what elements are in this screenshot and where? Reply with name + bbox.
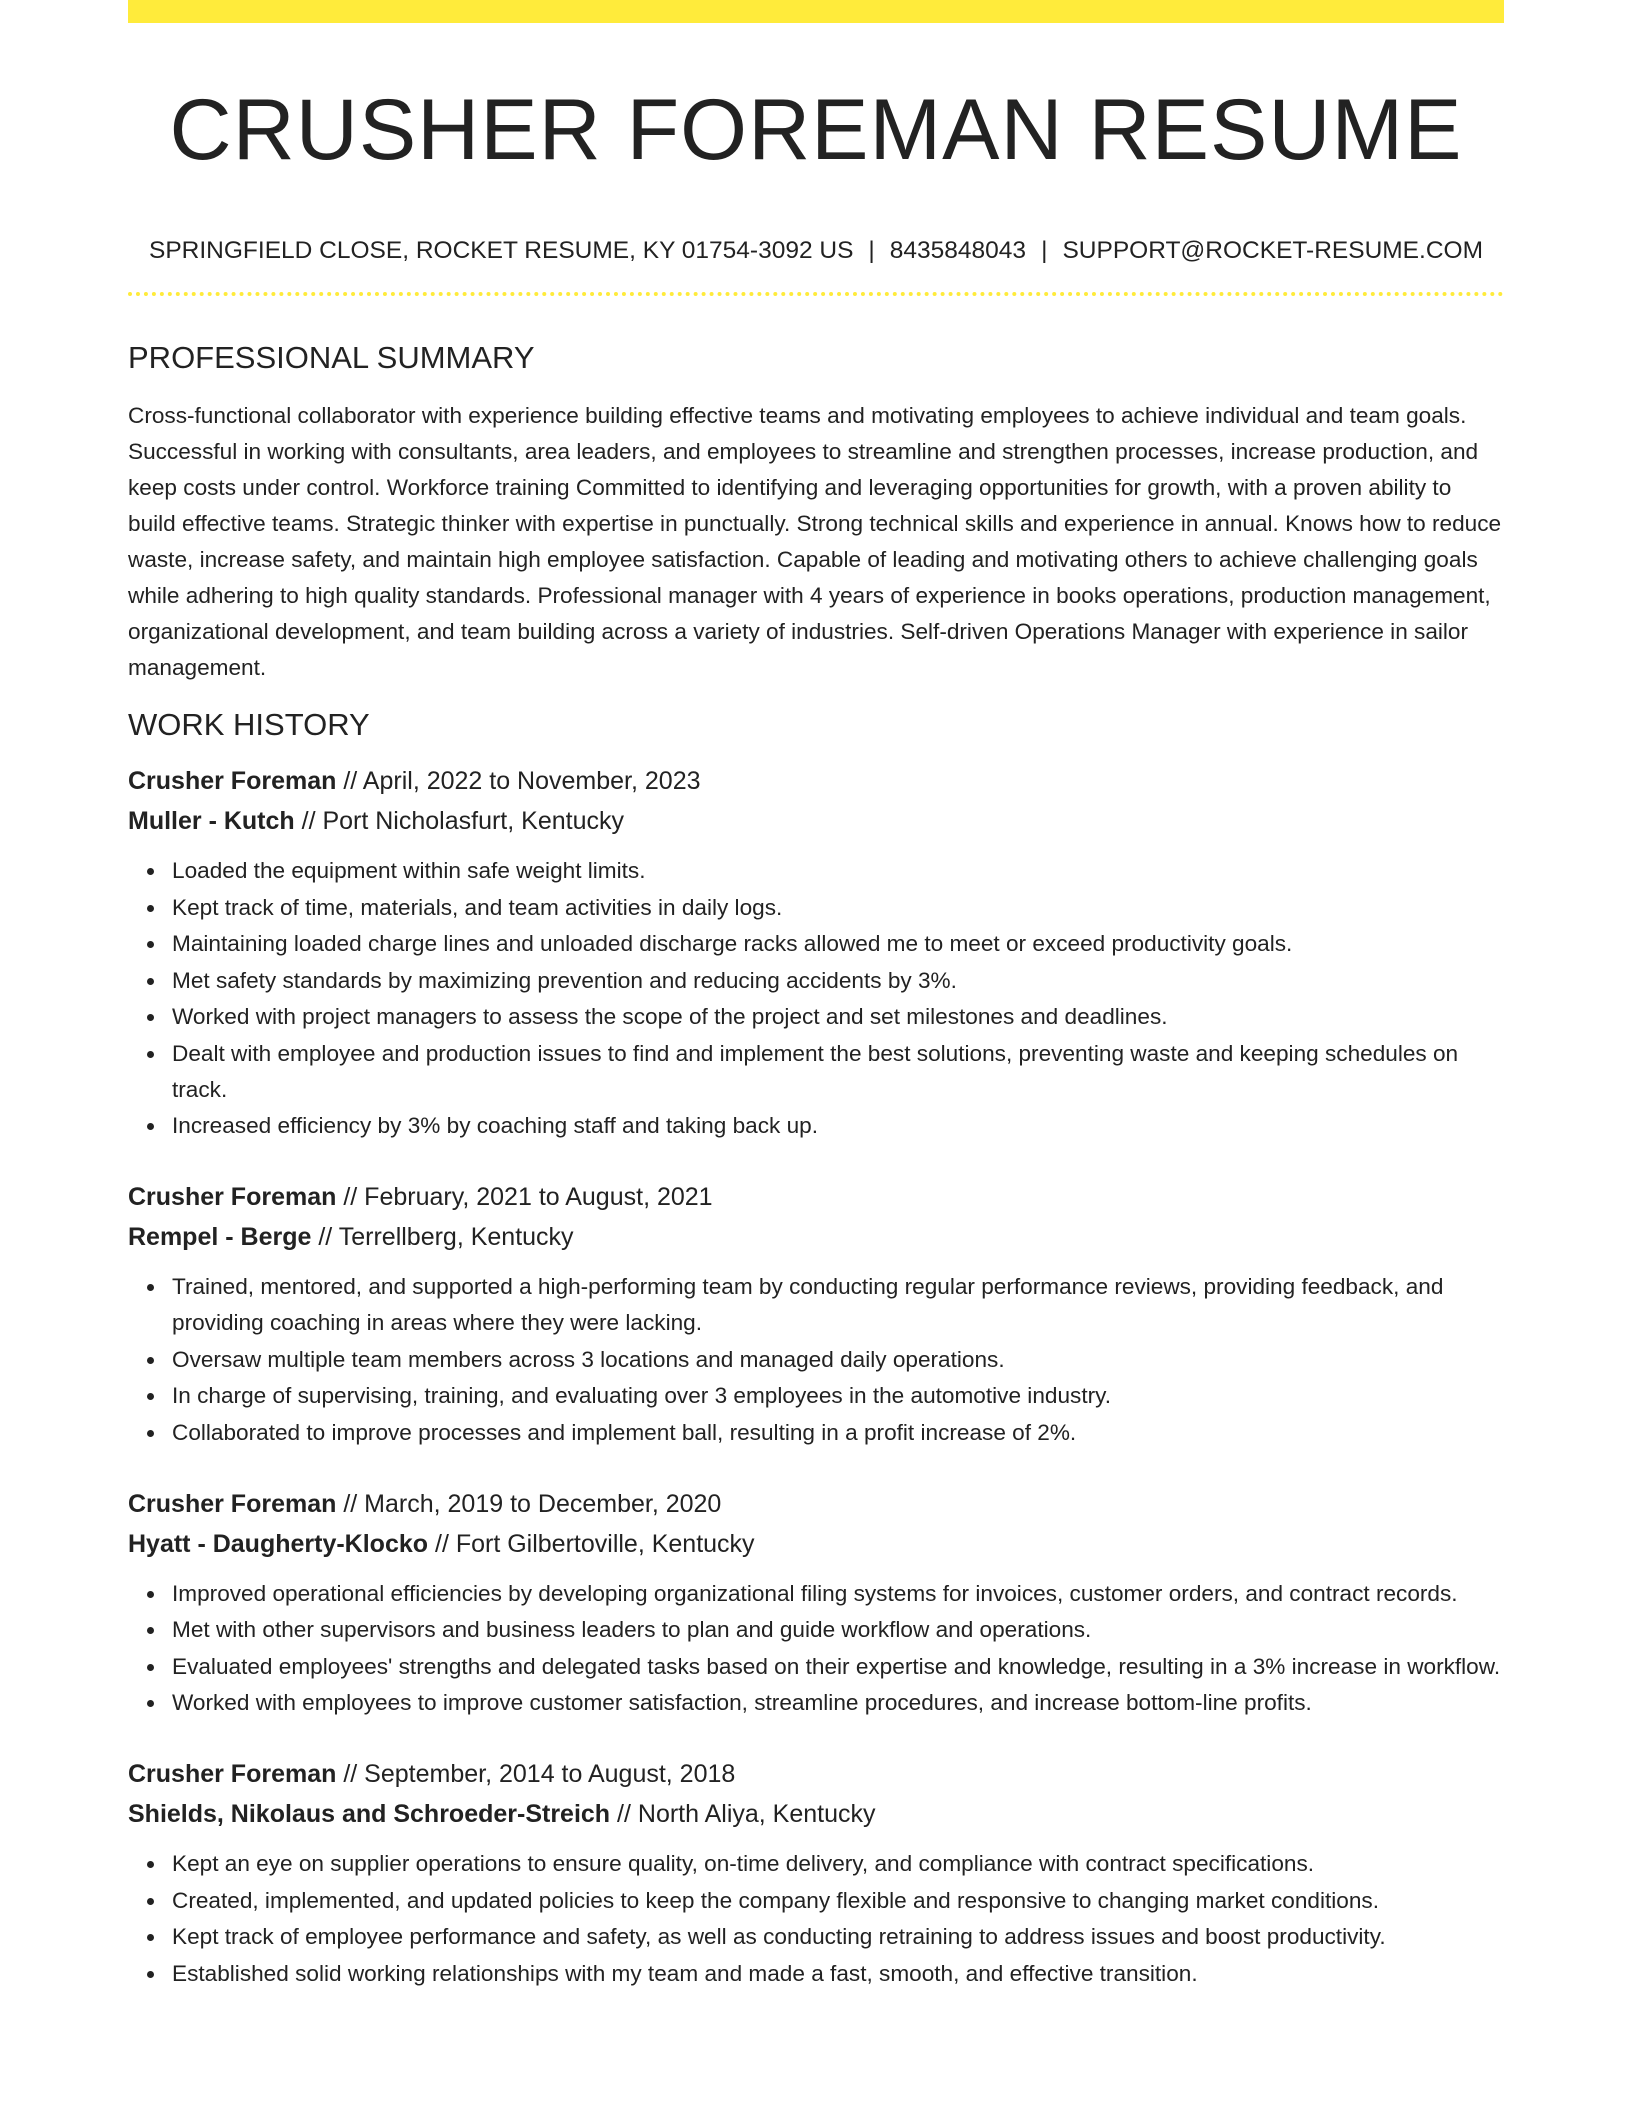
job-bullet: Improved operational efficiencies by developing organizational filing systems for invoices, customer orders, and contract records. bbox=[172, 1576, 1504, 1612]
job-title-line bbox=[128, 761, 1504, 801]
resume-page bbox=[128, 0, 1504, 1992]
job-entry bbox=[128, 1177, 1504, 1451]
job-bullet: Dealt with employee and production issues to find and implement the best solutions, preventing waste and keeping schedules on track. bbox=[172, 1036, 1504, 1108]
job-bullet: Worked with employees to improve customer satisfaction, streamline procedures, and increase bottom-line profits. bbox=[172, 1685, 1504, 1721]
job-company: Muller - Kutch bbox=[128, 807, 295, 836]
job-company: Rempel - Berge bbox=[128, 1223, 312, 1252]
job-bullet: Oversaw multiple team members across 3 locations and managed daily operations. bbox=[172, 1342, 1504, 1378]
job-bullet: Kept track of time, materials, and team activities in daily logs. bbox=[172, 890, 1504, 926]
job-company-line bbox=[128, 801, 1504, 841]
job-bullet: Trained, mentored, and supported a high-performing team by conducting regular performance reviews, providing feedback, and providing coaching in areas where they were lacking. bbox=[172, 1269, 1504, 1341]
job-entry bbox=[128, 1754, 1504, 1992]
job-bullet: Created, implemented, and updated policies to keep the company flexible and responsive to changing market conditions. bbox=[172, 1883, 1504, 1919]
job-dates: // September, 2014 to August, 2018 bbox=[343, 1760, 736, 1789]
contact-separator: | bbox=[1041, 236, 1048, 264]
work-history-heading: WORK HISTORY bbox=[128, 707, 370, 743]
accent-bar bbox=[128, 0, 1504, 23]
contact-separator: | bbox=[868, 236, 875, 264]
job-company: Shields, Nikolaus and Schroeder-Streich bbox=[128, 1800, 611, 1829]
job-bullet: Maintaining loaded charge lines and unloaded discharge racks allowed me to meet or exceed productivity goals. bbox=[172, 926, 1504, 962]
summary-heading: PROFESSIONAL SUMMARY bbox=[128, 339, 535, 375]
phone-number: 8435848043 bbox=[889, 236, 1027, 264]
resume-title: CRUSHER FOREMAN RESUME bbox=[169, 82, 1463, 178]
job-company-line bbox=[128, 1794, 1504, 1834]
job-title-line bbox=[128, 1177, 1504, 1217]
job-title-line bbox=[128, 1754, 1504, 1794]
job-location: // North Aliya, Kentucky bbox=[617, 1800, 876, 1829]
job-title: Crusher Foreman bbox=[128, 1760, 337, 1789]
job-bullets bbox=[128, 853, 1504, 1144]
job-location: // Port Nicholasfurt, Kentucky bbox=[301, 807, 624, 836]
job-title: Crusher Foreman bbox=[128, 767, 337, 796]
job-company-line bbox=[128, 1217, 1504, 1257]
job-company: Hyatt - Daugherty-Klocko bbox=[128, 1529, 429, 1558]
job-bullet: Increased efficiency by 3% by coaching staff and taking back up. bbox=[172, 1108, 1504, 1144]
dotted-divider bbox=[128, 292, 1504, 296]
job-bullets bbox=[128, 1269, 1504, 1451]
job-dates: // April, 2022 to November, 2023 bbox=[343, 767, 701, 796]
job-company-line bbox=[128, 1524, 1504, 1564]
job-bullet: Kept an eye on supplier operations to ensure quality, on-time delivery, and compliance with contract specifications. bbox=[172, 1846, 1504, 1882]
job-bullet: Met with other supervisors and business leaders to plan and guide workflow and operations. bbox=[172, 1612, 1504, 1648]
job-location: // Fort Gilbertoville, Kentucky bbox=[435, 1529, 755, 1558]
job-bullet: In charge of supervising, training, and evaluating over 3 employees in the automotive industry. bbox=[172, 1378, 1504, 1414]
address: SPRINGFIELD CLOSE, ROCKET RESUME, KY 01754-3092 US bbox=[149, 236, 854, 264]
job-bullet: Established solid working relationships with my team and made a fast, smooth, and effective transition. bbox=[172, 1956, 1504, 1992]
job-bullet: Worked with project managers to assess the scope of the project and set milestones and deadlines. bbox=[172, 999, 1504, 1035]
summary-text: Cross-functional collaborator with experience building effective teams and motivating employees to achieve individual and team goals. Successful in working with consultants, area leaders, and employees to streamline and strengthen processes, increase production, and keep costs under control. Workforce training Committed to identifying and leveraging opportunities for growth, with a proven ability to build effective teams. Strategic thinker with expertise in punctually. Strong technical skills and experience in annual. Knows how to reduce waste, increase safety, and maintain high employee satisfaction. Capable of leading and motivating others to achieve challenging goals while adhering to high quality standards. Professional manager with 4 years of experience in books operations, production management, organizational development, and team building across a variety of industries. Self-driven Operations Manager with experience in sailor management. bbox=[128, 403, 1502, 681]
job-location: // Terrellberg, Kentucky bbox=[318, 1223, 574, 1252]
jobs-list bbox=[128, 761, 1504, 1992]
job-bullet: Evaluated employees' strengths and delegated tasks based on their expertise and knowledge, resulting in a 3% increase in workflow. bbox=[172, 1649, 1504, 1685]
job-bullet: Kept track of employee performance and safety, as well as conducting retraining to address issues and boost productivity. bbox=[172, 1919, 1504, 1955]
job-dates: // February, 2021 to August, 2021 bbox=[343, 1183, 713, 1212]
job-dates: // March, 2019 to December, 2020 bbox=[343, 1489, 722, 1518]
job-bullet: Collaborated to improve processes and implement ball, resulting in a profit increase of 2%. bbox=[172, 1415, 1504, 1451]
job-entry bbox=[128, 1484, 1504, 1722]
job-title-line bbox=[128, 1484, 1504, 1524]
job-bullet: Loaded the equipment within safe weight limits. bbox=[172, 853, 1504, 889]
job-title: Crusher Foreman bbox=[128, 1183, 337, 1212]
email-address: SUPPORT@ROCKET-RESUME.COM bbox=[1062, 236, 1483, 264]
contact-line bbox=[128, 236, 1504, 265]
job-bullets bbox=[128, 1846, 1504, 1992]
job-title: Crusher Foreman bbox=[128, 1489, 337, 1518]
job-bullets bbox=[128, 1576, 1504, 1722]
job-bullet: Met safety standards by maximizing prevention and reducing accidents by 3%. bbox=[172, 963, 1504, 999]
job-entry bbox=[128, 761, 1504, 1144]
